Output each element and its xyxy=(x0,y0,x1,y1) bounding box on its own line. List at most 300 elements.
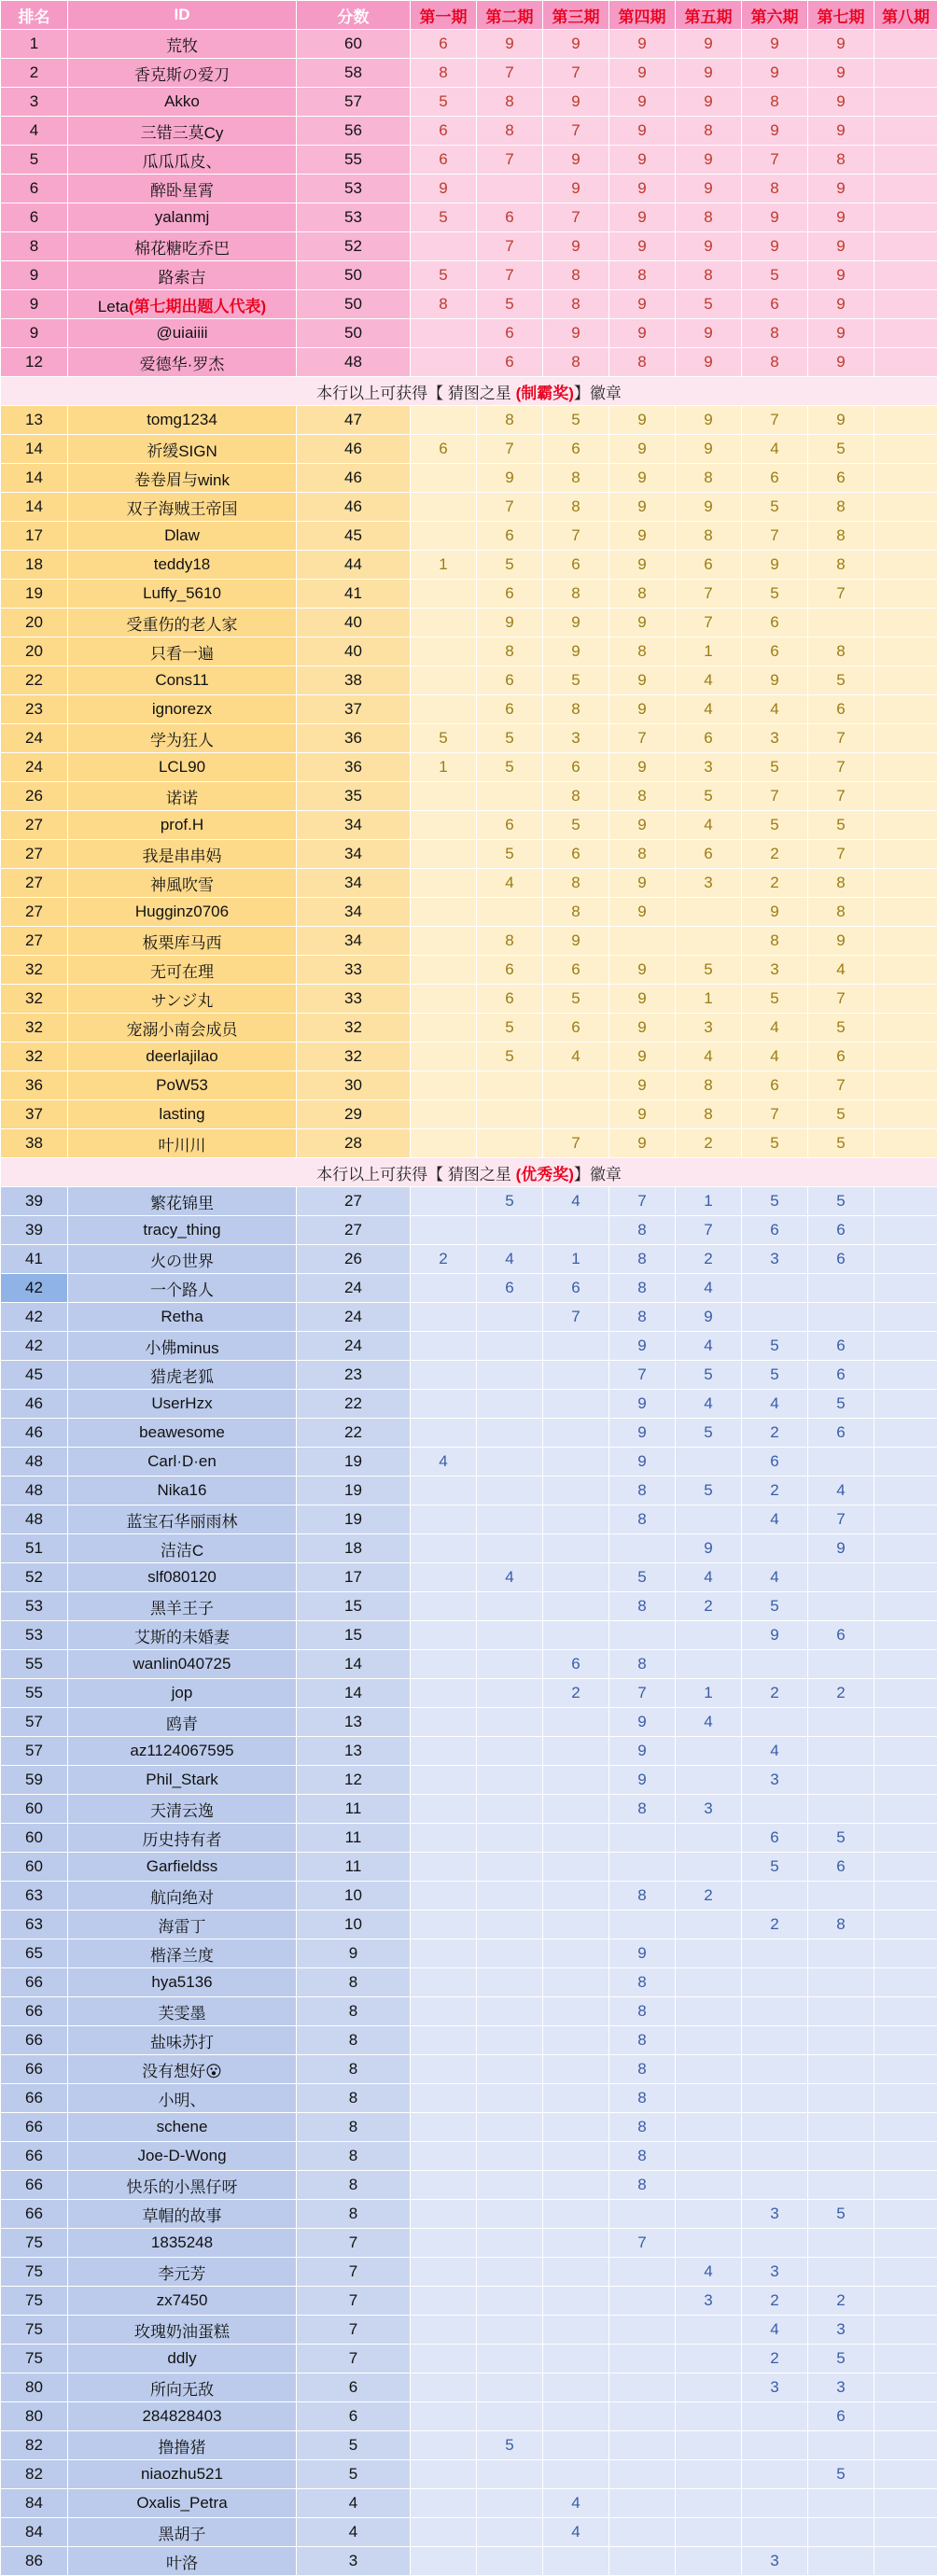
cell-week-8 xyxy=(874,2142,937,2171)
cell-week-3 xyxy=(543,2171,609,2200)
cell-rank: 32 xyxy=(1,1014,68,1043)
cell-score: 19 xyxy=(297,1505,411,1534)
table-row xyxy=(1,2489,937,2518)
cell-week-8 xyxy=(874,2055,937,2084)
cell-week-8 xyxy=(874,2287,937,2316)
cell-week-7: 7 xyxy=(808,1071,874,1100)
cell-week-1 xyxy=(411,1882,477,1911)
cell-score: 19 xyxy=(297,1448,411,1477)
cell-week-2 xyxy=(477,1824,543,1853)
cell-week-7: 9 xyxy=(808,175,874,203)
cell-score: 34 xyxy=(297,840,411,869)
cell-week-5: 5 xyxy=(676,1419,742,1448)
cell-score: 11 xyxy=(297,1853,411,1882)
cell-week-5 xyxy=(676,2316,742,2345)
cell-week-1 xyxy=(411,2084,477,2113)
cell-week-7: 5 xyxy=(808,1100,874,1129)
cell-score: 8 xyxy=(297,2142,411,2171)
cell-id: ddly xyxy=(68,2345,297,2373)
cell-week-3 xyxy=(543,2547,609,2576)
cell-id: 香克斯の爱刀 xyxy=(68,59,297,88)
cell-week-5: 8 xyxy=(676,203,742,232)
cell-score: 17 xyxy=(297,1563,411,1592)
cell-week-5 xyxy=(676,1997,742,2026)
cell-week-3: 6 xyxy=(543,753,609,782)
cell-week-5: 7 xyxy=(676,1216,742,1245)
cell-score: 30 xyxy=(297,1071,411,1100)
cell-week-7: 6 xyxy=(808,2402,874,2431)
cell-week-7: 9 xyxy=(808,319,874,348)
cell-week-2 xyxy=(477,2460,543,2489)
cell-score: 36 xyxy=(297,724,411,753)
cell-id: az1124067595 xyxy=(68,1737,297,1766)
cell-week-3: 8 xyxy=(543,290,609,319)
table-row xyxy=(1,2460,937,2489)
cell-week-1 xyxy=(411,1997,477,2026)
cell-rank: 48 xyxy=(1,1477,68,1505)
cell-week-3 xyxy=(543,1477,609,1505)
cell-id: UserHzx xyxy=(68,1390,297,1419)
table-row xyxy=(1,1014,937,1043)
cell-week-8 xyxy=(874,348,937,377)
cell-week-3: 5 xyxy=(543,985,609,1014)
table-row xyxy=(1,2200,937,2229)
cell-week-2: 7 xyxy=(477,146,543,175)
header-id: ID xyxy=(68,1,297,30)
cell-week-2: 6 xyxy=(477,203,543,232)
cell-week-7: 6 xyxy=(808,1245,874,1274)
cell-week-1 xyxy=(411,2200,477,2229)
header-week-7: 第七期 xyxy=(808,1,874,30)
cell-week-1 xyxy=(411,580,477,609)
cell-week-5: 2 xyxy=(676,1245,742,1274)
cell-week-8 xyxy=(874,59,937,88)
cell-id: Dlaw xyxy=(68,522,297,551)
cell-week-4: 9 xyxy=(609,1939,676,1968)
cell-week-1 xyxy=(411,2345,477,2373)
cell-week-6: 5 xyxy=(742,1361,808,1390)
cell-week-3: 9 xyxy=(543,609,609,637)
cell-week-3: 5 xyxy=(543,666,609,695)
cell-id: 猎虎老狐 xyxy=(68,1361,297,1390)
cell-week-2 xyxy=(477,1997,543,2026)
award-badge-suffix: 】徽章 xyxy=(573,1165,622,1183)
cell-week-8 xyxy=(874,1650,937,1679)
cell-week-8 xyxy=(874,1245,937,1274)
cell-week-3: 8 xyxy=(543,493,609,522)
cell-week-7: 6 xyxy=(808,1853,874,1882)
cell-week-3: 9 xyxy=(543,232,609,261)
cell-week-3: 9 xyxy=(543,319,609,348)
cell-week-7: 8 xyxy=(808,1911,874,1939)
cell-week-1 xyxy=(411,464,477,493)
cell-week-7 xyxy=(808,1737,874,1766)
award-badge-suffix: 】徽章 xyxy=(573,384,622,402)
cell-week-6: 5 xyxy=(742,811,808,840)
cell-week-8 xyxy=(874,637,937,666)
cell-week-2: 8 xyxy=(477,927,543,956)
cell-week-8 xyxy=(874,319,937,348)
cell-week-1: 5 xyxy=(411,203,477,232)
cell-rank: 60 xyxy=(1,1795,68,1824)
cell-score: 14 xyxy=(297,1679,411,1708)
table-row xyxy=(1,1071,937,1100)
cell-id: slf080120 xyxy=(68,1563,297,1592)
cell-rank: 65 xyxy=(1,1939,68,1968)
cell-week-8 xyxy=(874,493,937,522)
cell-week-6 xyxy=(742,1968,808,1997)
cell-week-1 xyxy=(411,2055,477,2084)
cell-week-2 xyxy=(477,1737,543,1766)
cell-week-6: 7 xyxy=(742,782,808,811)
cell-week-1 xyxy=(411,609,477,637)
cell-week-6: 3 xyxy=(742,2200,808,2229)
cell-week-7 xyxy=(808,2547,874,2576)
table-row xyxy=(1,1766,937,1795)
cell-week-4: 8 xyxy=(609,261,676,290)
cell-week-7 xyxy=(808,1939,874,1968)
cell-week-3: 7 xyxy=(543,59,609,88)
cell-week-4: 9 xyxy=(609,695,676,724)
cell-week-7: 6 xyxy=(808,1419,874,1448)
cell-week-8 xyxy=(874,2547,937,2576)
cell-score: 8 xyxy=(297,1968,411,1997)
cell-score: 4 xyxy=(297,2518,411,2547)
table-row xyxy=(1,1390,937,1419)
cell-week-4: 9 xyxy=(609,175,676,203)
cell-week-7: 6 xyxy=(808,1332,874,1361)
cell-score: 53 xyxy=(297,203,411,232)
cell-week-1 xyxy=(411,869,477,898)
cell-week-1 xyxy=(411,1129,477,1158)
table-row xyxy=(1,1824,937,1853)
cell-week-5: 8 xyxy=(676,117,742,146)
cell-week-6: 4 xyxy=(742,695,808,724)
cell-week-4: 8 xyxy=(609,580,676,609)
cell-rank: 66 xyxy=(1,1968,68,1997)
cell-week-2: 9 xyxy=(477,30,543,59)
cell-week-5: 8 xyxy=(676,464,742,493)
cell-score: 50 xyxy=(297,290,411,319)
cell-rank: 27 xyxy=(1,840,68,869)
cell-week-5: 7 xyxy=(676,580,742,609)
cell-week-8 xyxy=(874,1390,937,1419)
cell-week-7 xyxy=(808,1968,874,1997)
cell-week-2 xyxy=(477,2518,543,2547)
cell-week-4 xyxy=(609,2489,676,2518)
cell-week-1 xyxy=(411,1737,477,1766)
cell-week-2 xyxy=(477,1332,543,1361)
cell-rank: 75 xyxy=(1,2345,68,2373)
table-row xyxy=(1,1245,937,1274)
cell-week-3 xyxy=(543,2026,609,2055)
cell-score: 58 xyxy=(297,59,411,88)
table-row xyxy=(1,666,937,695)
header-week-8: 第八期 xyxy=(874,1,937,30)
cell-week-3 xyxy=(543,1216,609,1245)
table-row xyxy=(1,2373,937,2402)
award-note-text: 本行以上可获得【 猜图之星 xyxy=(316,1165,516,1183)
cell-week-2 xyxy=(477,2113,543,2142)
cell-week-1 xyxy=(411,695,477,724)
table-row xyxy=(1,2518,937,2547)
cell-rank: 82 xyxy=(1,2460,68,2489)
cell-week-3: 6 xyxy=(543,1274,609,1303)
table-row xyxy=(1,2402,937,2431)
cell-week-8 xyxy=(874,956,937,985)
cell-week-6 xyxy=(742,1882,808,1911)
cell-week-6 xyxy=(742,2026,808,2055)
cell-week-3: 8 xyxy=(543,580,609,609)
cell-week-5: 4 xyxy=(676,1274,742,1303)
cell-score: 18 xyxy=(297,1534,411,1563)
cell-rank: 66 xyxy=(1,2055,68,2084)
cell-week-2 xyxy=(477,2547,543,2576)
cell-week-8 xyxy=(874,1477,937,1505)
cell-id: Nika16 xyxy=(68,1477,297,1505)
cell-id: 1835248 xyxy=(68,2229,297,2258)
cell-score: 3 xyxy=(297,2547,411,2576)
cell-week-2 xyxy=(477,1621,543,1650)
cell-id: 一个路人 xyxy=(68,1274,297,1303)
cell-score: 45 xyxy=(297,522,411,551)
cell-week-1 xyxy=(411,1071,477,1100)
cell-week-2 xyxy=(477,1592,543,1621)
cell-week-1 xyxy=(411,956,477,985)
header-week-5: 第五期 xyxy=(676,1,742,30)
cell-week-7: 3 xyxy=(808,2316,874,2345)
cell-score: 19 xyxy=(297,1477,411,1505)
cell-week-4: 8 xyxy=(609,1592,676,1621)
cell-week-3: 4 xyxy=(543,1187,609,1216)
cell-week-5 xyxy=(676,2431,742,2460)
cell-week-8 xyxy=(874,1448,937,1477)
cell-week-6: 8 xyxy=(742,175,808,203)
cell-week-4: 9 xyxy=(609,146,676,175)
cell-id: 历史持有者 xyxy=(68,1824,297,1853)
table-row xyxy=(1,609,937,637)
cell-id: 没有想好😮 xyxy=(68,2055,297,2084)
cell-week-7: 8 xyxy=(808,869,874,898)
cell-score: 24 xyxy=(297,1332,411,1361)
header-rank: 排名 xyxy=(1,1,68,30)
cell-week-8 xyxy=(874,2345,937,2373)
cell-week-2 xyxy=(477,1853,543,1882)
table-row xyxy=(1,985,937,1014)
cell-week-1 xyxy=(411,1419,477,1448)
cell-week-3 xyxy=(543,1795,609,1824)
award-note-text: 本行以上可获得【 猜图之星 xyxy=(316,384,516,402)
cell-week-6: 4 xyxy=(742,1043,808,1071)
cell-week-4: 8 xyxy=(609,1650,676,1679)
cell-week-4: 9 xyxy=(609,319,676,348)
header-week-2: 第二期 xyxy=(477,1,543,30)
cell-week-6 xyxy=(742,2518,808,2547)
cell-week-7: 7 xyxy=(808,985,874,1014)
cell-id: 草帽的故事 xyxy=(68,2200,297,2229)
cell-rank: 37 xyxy=(1,1100,68,1129)
cell-week-7: 5 xyxy=(808,2200,874,2229)
cell-rank: 9 xyxy=(1,319,68,348)
cell-week-4 xyxy=(609,2402,676,2431)
cell-week-6: 2 xyxy=(742,1477,808,1505)
header-week-3: 第三期 xyxy=(543,1,609,30)
cell-week-1 xyxy=(411,1650,477,1679)
cell-week-5: 7 xyxy=(676,609,742,637)
table-row xyxy=(1,1274,937,1303)
cell-week-4: 9 xyxy=(609,435,676,464)
table-row xyxy=(1,1043,937,1071)
cell-week-3 xyxy=(543,1390,609,1419)
cell-week-6: 5 xyxy=(742,580,808,609)
cell-score: 46 xyxy=(297,435,411,464)
cell-week-8 xyxy=(874,782,937,811)
cell-id: hya5136 xyxy=(68,1968,297,1997)
cell-week-7: 5 xyxy=(808,1824,874,1853)
cell-week-7: 5 xyxy=(808,1129,874,1158)
cell-week-4: 9 xyxy=(609,1129,676,1158)
cell-week-6: 5 xyxy=(742,753,808,782)
cell-week-7: 8 xyxy=(808,146,874,175)
cell-week-2: 6 xyxy=(477,522,543,551)
cell-week-4 xyxy=(609,2431,676,2460)
cell-id: 航向绝对 xyxy=(68,1882,297,1911)
cell-week-7: 8 xyxy=(808,522,874,551)
cell-week-1 xyxy=(411,927,477,956)
table-row xyxy=(1,1911,937,1939)
cell-week-3: 7 xyxy=(543,1303,609,1332)
table-row xyxy=(1,811,937,840)
cell-week-6: 9 xyxy=(742,59,808,88)
award-level: (制霸奖) xyxy=(515,384,574,402)
cell-week-1 xyxy=(411,2287,477,2316)
cell-week-3 xyxy=(543,1766,609,1795)
cell-week-7 xyxy=(808,1882,874,1911)
cell-week-1 xyxy=(411,1390,477,1419)
cell-week-1 xyxy=(411,782,477,811)
cell-week-6: 3 xyxy=(742,1245,808,1274)
cell-score: 15 xyxy=(297,1592,411,1621)
cell-week-2 xyxy=(477,1968,543,1997)
cell-score: 10 xyxy=(297,1882,411,1911)
cell-week-3 xyxy=(543,2287,609,2316)
cell-week-1 xyxy=(411,1303,477,1332)
cell-week-5: 3 xyxy=(676,753,742,782)
cell-week-3: 2 xyxy=(543,1679,609,1708)
cell-week-4 xyxy=(609,2518,676,2547)
cell-week-6: 2 xyxy=(742,869,808,898)
cell-week-1 xyxy=(411,1679,477,1708)
cell-week-2: 7 xyxy=(477,261,543,290)
cell-rank: 14 xyxy=(1,493,68,522)
cell-id: teddy18 xyxy=(68,551,297,580)
cell-week-6 xyxy=(742,2142,808,2171)
cell-week-4: 9 xyxy=(609,232,676,261)
cell-score: 26 xyxy=(297,1245,411,1274)
cell-week-2 xyxy=(477,2142,543,2171)
cell-rank: 14 xyxy=(1,435,68,464)
cell-week-4: 9 xyxy=(609,1332,676,1361)
cell-score: 8 xyxy=(297,2026,411,2055)
cell-week-1 xyxy=(411,2373,477,2402)
cell-week-3: 4 xyxy=(543,2489,609,2518)
cell-week-8 xyxy=(874,1043,937,1071)
table-row xyxy=(1,1303,937,1332)
cell-week-7: 7 xyxy=(808,840,874,869)
cell-rank: 12 xyxy=(1,348,68,377)
cell-score: 55 xyxy=(297,146,411,175)
cell-week-4: 8 xyxy=(609,2084,676,2113)
cell-week-3 xyxy=(543,1621,609,1650)
cell-week-2 xyxy=(477,1129,543,1158)
cell-week-6: 5 xyxy=(742,1853,808,1882)
cell-week-5: 4 xyxy=(676,2258,742,2287)
cell-week-6: 6 xyxy=(742,1071,808,1100)
cell-week-8 xyxy=(874,1824,937,1853)
cell-week-6: 8 xyxy=(742,348,808,377)
cell-week-1 xyxy=(411,1621,477,1650)
table-row xyxy=(1,319,937,348)
cell-week-6: 4 xyxy=(742,2316,808,2345)
cell-id: zx7450 xyxy=(68,2287,297,2316)
cell-id: 撸撸猪 xyxy=(68,2431,297,2460)
cell-id: 盐味苏打 xyxy=(68,2026,297,2055)
cell-week-8 xyxy=(874,2402,937,2431)
cell-week-8 xyxy=(874,435,937,464)
cell-week-6: 3 xyxy=(742,2258,808,2287)
cell-week-6: 3 xyxy=(742,1766,808,1795)
cell-week-2 xyxy=(477,2316,543,2345)
cell-week-5 xyxy=(676,2460,742,2489)
cell-week-1: 8 xyxy=(411,59,477,88)
cell-id: Akko xyxy=(68,88,297,117)
cell-rank: 66 xyxy=(1,2142,68,2171)
cell-id: 繁花锦里 xyxy=(68,1187,297,1216)
cell-week-7 xyxy=(808,1448,874,1477)
cell-week-5: 6 xyxy=(676,724,742,753)
cell-week-6: 9 xyxy=(742,666,808,695)
cell-week-3 xyxy=(543,1534,609,1563)
cell-week-8 xyxy=(874,1505,937,1534)
cell-week-6 xyxy=(742,2460,808,2489)
cell-week-8 xyxy=(874,2373,937,2402)
cell-week-2: 8 xyxy=(477,637,543,666)
cell-week-3: 8 xyxy=(543,261,609,290)
cell-week-5: 4 xyxy=(676,695,742,724)
table-row xyxy=(1,1882,937,1911)
cell-week-1 xyxy=(411,406,477,435)
cell-score: 22 xyxy=(297,1390,411,1419)
cell-week-5: 2 xyxy=(676,1592,742,1621)
cell-week-4: 9 xyxy=(609,1390,676,1419)
cell-rank: 53 xyxy=(1,1621,68,1650)
cell-week-1 xyxy=(411,1216,477,1245)
cell-rank: 14 xyxy=(1,464,68,493)
cell-id: 284828403 xyxy=(68,2402,297,2431)
cell-id: 黑胡子 xyxy=(68,2518,297,2547)
cell-week-3: 6 xyxy=(543,435,609,464)
cell-week-7 xyxy=(808,2113,874,2142)
cell-week-7 xyxy=(808,1650,874,1679)
cell-week-8 xyxy=(874,1014,937,1043)
cell-week-4: 9 xyxy=(609,1014,676,1043)
cell-week-8 xyxy=(874,2171,937,2200)
cell-week-4: 8 xyxy=(609,1997,676,2026)
cell-rank: 20 xyxy=(1,637,68,666)
cell-week-1 xyxy=(411,1708,477,1737)
cell-week-7 xyxy=(808,1766,874,1795)
cell-week-6: 7 xyxy=(742,146,808,175)
